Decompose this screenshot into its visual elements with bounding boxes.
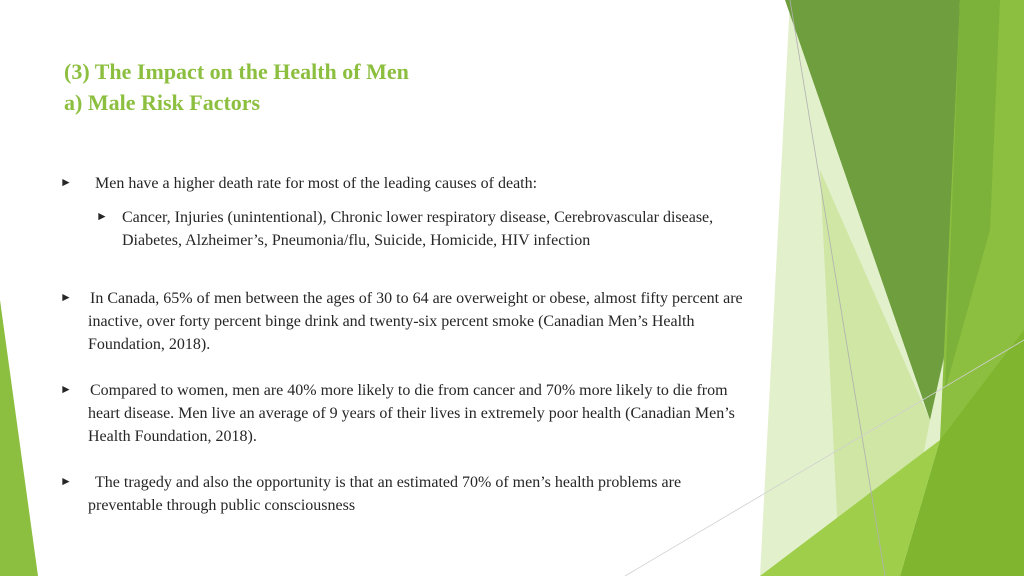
facet-left-bottom <box>0 300 38 576</box>
bullet-arrow-icon: ► <box>60 474 72 488</box>
bullet-text-2: In Canada, 65% of men between the ages of 30 to 64 are overweight or obese, almost fifty percent are inactive, over forty percent binge drink and twenty-six percent smoke (Canadian Men’s Health Foundation, 2018). <box>88 290 743 353</box>
bullet-arrow-icon: ► <box>60 382 72 396</box>
title-line-1: (3) The Impact on the Health of Men <box>64 59 409 84</box>
title-line-2: a) Male Risk Factors <box>64 90 261 115</box>
bullet-text-4: The tragedy and also the opportunity is that an estimated 70% of men’s health problems are preventable through public consciousness <box>88 474 682 514</box>
sub-bullet-arrow-icon: ► <box>96 209 108 223</box>
bullet-arrow-icon: ► <box>60 175 72 189</box>
bullet-arrow-icon: ► <box>60 290 72 304</box>
sub-bullet-text: Cancer, Injuries (unintentional), Chronic lower respiratory disease, Cerebrovascular disease, Diabetes, Alzheimer’s, Pneumonia/flu, Suicide, Homicide, HIV infection <box>122 209 714 249</box>
bullet-text-1: Men have a higher death rate for most of the leading causes of death: <box>95 175 538 192</box>
slide-title <box>64 56 624 118</box>
bullet-text-3: Compared to women, men are 40% more likely to die from cancer and 70% more likely to die from heart disease. Men live an average of 9 years of their lives in extremely poor health (Canadian Men’s Health Foundation, 2018). <box>88 382 735 445</box>
